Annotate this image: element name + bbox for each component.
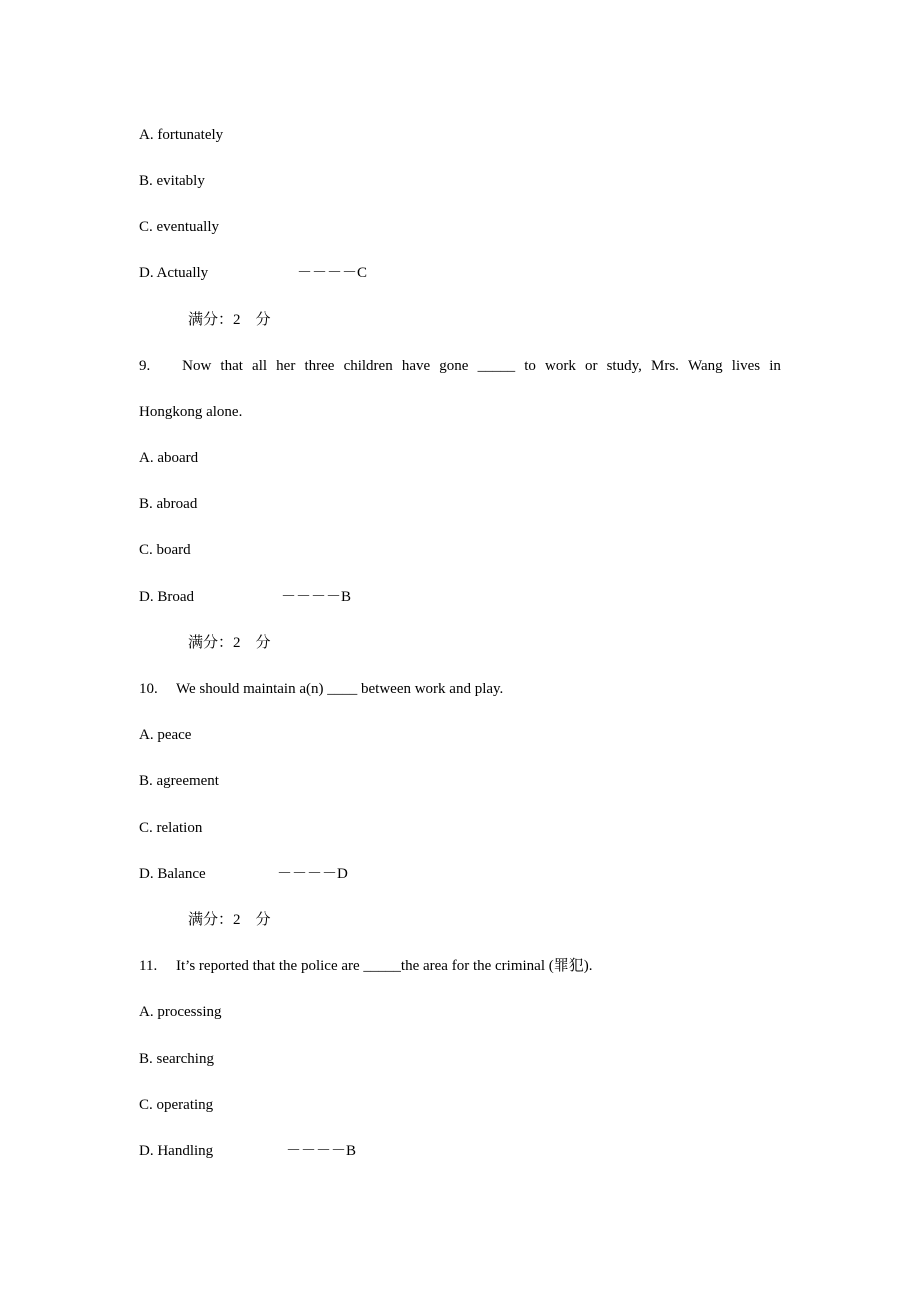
q11-option-a: A. processing <box>139 1004 222 1020</box>
q9-option-a: A. aboard <box>139 450 199 466</box>
q9-word: Wang <box>688 358 723 374</box>
q9-blank: _____ <box>477 358 516 374</box>
q9-word: all <box>252 358 268 374</box>
q11-option-c: C. operating <box>139 1097 214 1113</box>
q9-word: work <box>545 358 576 374</box>
q9-word: to <box>524 358 536 374</box>
q11-option-d: D. Handling <box>139 1143 214 1159</box>
q9-word: in <box>769 358 781 374</box>
q10-option-b: B. agreement <box>139 773 219 789</box>
q9-question-line1 <box>139 357 781 375</box>
q9-word: or <box>584 358 598 374</box>
q9-word: three <box>304 358 335 374</box>
q9-option-c: C. board <box>139 542 191 558</box>
q8-option-b: B. evitably <box>139 173 205 189</box>
q10-option-a: A. peace <box>139 727 192 743</box>
q9-score: 满分：2 分 <box>188 635 271 651</box>
q9-number: 9. <box>139 358 151 374</box>
q9-question-line2: Hongkong alone. <box>139 404 243 420</box>
q9-word: lives <box>731 358 761 374</box>
q8-answer: －－－－C <box>297 265 368 281</box>
q9-word: Mrs. <box>651 358 679 374</box>
q11-answer: －－－－B <box>286 1143 357 1159</box>
q8-option-d: D. Actually <box>139 265 209 281</box>
q10-number: 10. <box>139 681 158 697</box>
q9-option-d: D. Broad <box>139 589 194 605</box>
q9-option-b: B. abroad <box>139 496 198 512</box>
q9-word: have <box>401 358 431 374</box>
q10-option-d: D. Balance <box>139 866 206 882</box>
q10-answer: －－－－D <box>277 866 348 882</box>
q9-word: Now <box>182 358 212 374</box>
q9-word: study, <box>606 358 642 374</box>
q10-question: We should maintain a(n) ____ between work and play. <box>176 681 504 697</box>
q9-word: children <box>343 358 393 374</box>
q10-score: 满分：2 分 <box>188 912 271 928</box>
q11-option-b: B. searching <box>139 1051 214 1067</box>
q8-score: 满分：2 分 <box>188 312 271 328</box>
q11-question: It’s reported that the police are _____the area for the criminal (罪犯). <box>176 958 593 974</box>
q9-word: gone <box>439 358 469 374</box>
q9-word: her <box>276 358 296 374</box>
q10-option-c: C. relation <box>139 820 203 836</box>
q8-option-c: C. eventually <box>139 219 219 235</box>
q11-number: 11. <box>139 958 158 974</box>
q9-word: that <box>220 358 243 374</box>
q9-answer: －－－－B <box>281 589 352 605</box>
q8-option-a: A. fortunately <box>139 127 224 143</box>
